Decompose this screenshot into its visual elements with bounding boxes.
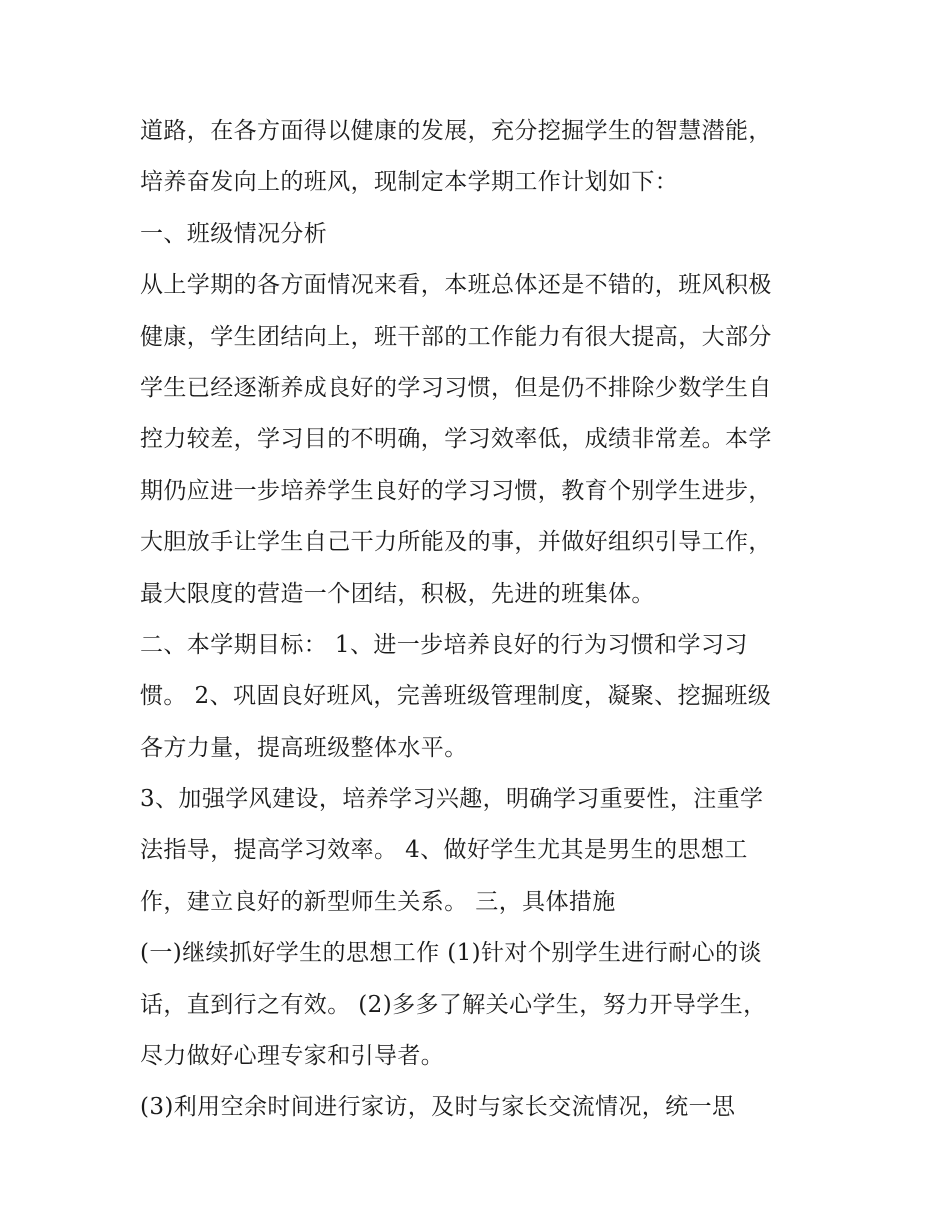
text-line: 法指导，提高学习效率。 4、做好学生尤其是男生的思想工 <box>140 837 748 864</box>
text-line: 健康，学生团结向上，班干部的工作能力有很大提高，大部分 <box>140 323 772 350</box>
section-heading: 一、班级情况分析 <box>140 220 328 247</box>
text-line: 尽力做好心理专家和引导者。 <box>140 1043 445 1070</box>
text-line: 大胆放手让学生自己干力所能及的事，并做好组织引导工作， <box>140 529 772 556</box>
text-line: 惯。 2、巩固良好班风，完善班级管理制度，凝聚、挖掘班级 <box>140 683 772 710</box>
text-line: 作，建立良好的新型师生关系。 三，具体措施 <box>140 888 616 915</box>
text-line: 3、加强学风建设，培养学习兴趣，明确学习重要性，注重学 <box>140 786 764 813</box>
text-line: 期仍应进一步培养学生良好的学习习惯，教育个别学生进步， <box>140 477 772 504</box>
text-line: 话，直到行之有效。 (2)多多了解关心学生，努力开导学生， <box>140 991 767 1018</box>
text-line: 培养奋发向上的班风，现制定本学期工作计划如下： <box>140 169 679 196</box>
text-line: 各方力量，提高班级整体水平。 <box>140 734 468 761</box>
text-line: 从上学期的各方面情况来看，本班总体还是不错的，班风积极 <box>140 272 772 299</box>
text-line: 控力较差，学习目的不明确，学习效率低，成绩非常差。本学 <box>140 426 772 453</box>
document-body <box>140 106 820 1134</box>
text-line: (一)继续抓好学生的思想工作 (1)针对个别学生进行耐心的谈 <box>140 940 762 967</box>
text-line: 道路，在各方面得以健康的发展，充分挖掘学生的智慧潜能， <box>140 118 772 144</box>
text-line: 最大限度的营造一个团结，积极，先进的班集体。 <box>140 580 655 607</box>
text-line: 学生已经逐渐养成良好的学习习惯，但是仍不排除少数学生自 <box>140 374 772 401</box>
text-line: 二、本学期目标： 1、进一步培养良好的行为习惯和学习习 <box>140 631 748 658</box>
text-line: (3)利用空余时间进行家访，及时与家长交流情况，统一思 <box>140 1094 736 1121</box>
